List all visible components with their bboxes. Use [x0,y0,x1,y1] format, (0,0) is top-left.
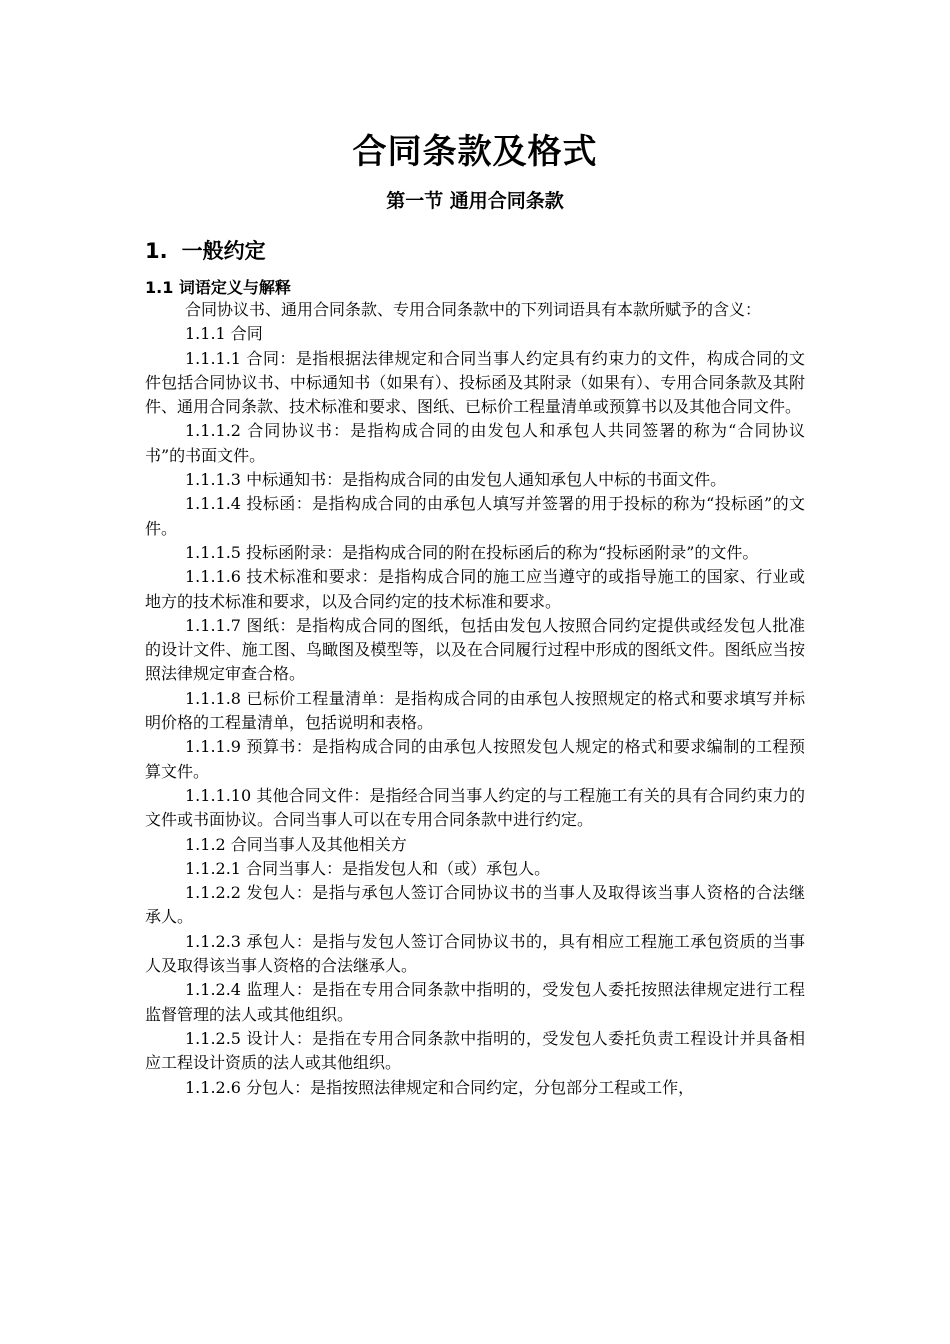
paragraph: 1.1.2.4 监理人：是指在专用合同条款中指明的，受发包人委托按照法律规定进行工程监督管理的法人或其他组织。 [145,980,805,1024]
paragraph: 1.1.2.5 设计人：是指在专用合同条款中指明的，受发包人委托负责工程设计并具备相应工程设计资质的法人或其他组织。 [145,1028,805,1073]
paragraph: 1.1.2.6 分包人：是指按照法律规定和合同约定，分包部分工程或工作， [185,1077,695,1097]
paragraph: 1.1.1.2 合同协议书：是指构成合同的由发包人和承包人共同签署的称为“合同协议书”的书面文件。 [145,421,805,465]
chapter-title: 一般约定 [181,239,266,263]
paragraph: 1.1.1.8 已标价工程量清单：是指构成合同的由承包人按照规定的格式和要求填写并标明价格的工程量清单，包括说明和表格。 [145,688,805,733]
paragraph: 合同协议书、通用合同条款、专用合同条款中的下列词语具有本款所赋予的含义： [185,300,762,319]
clause-heading: 1.1 词语定义与解释 [145,278,291,297]
paragraph: 1.1.1.5 投标函附录：是指构成合同的附在投标函后的称为“投标函附录”的文件。 [185,542,759,562]
document-title: 合同条款及格式 [352,132,598,172]
paragraph: 1.1.1 合同 [185,324,263,344]
paragraph: 1.1.1.10 其他合同文件：是指经合同当事人约定的与工程施工有关的具有合同约束力的文件或书面协议。合同当事人可以在专用合同条款中进行约定。 [145,785,805,830]
paragraph: 1.1.1.7 图纸：是指构成合同的图纸，包括由发包人按照合同约定提供或经发包人批准的设计文件、施工图、鸟瞰图及模型等，以及在合同履行过程中形成的图纸文件。图纸应当按照法律规定审查合格。 [145,615,805,684]
paragraph: 1.1.1.3 中标通知书：是指构成合同的由发包人通知承包人中标的书面文件。 [185,470,727,490]
clause-body [145,298,805,1100]
chapter-heading [145,236,266,266]
paragraph: 1.1.1.6 技术标准和要求：是指构成合同的施工应当遵守的或指导施工的国家、行业或地方的技术标准和要求，以及合同约定的技术标准和要求。 [145,567,805,611]
paragraph: 1.1.2.1 合同当事人：是指发包人和（或）承包人。 [185,858,551,878]
paragraph: 1.1.2.3 承包人：是指与发包人签订合同协议书的，具有相应工程施工承包资质的当事人及取得该当事人资格的合法继承人。 [145,931,805,976]
paragraph: 1.1.2 合同当事人及其他相关方 [185,834,407,854]
chapter-number: 1. [145,239,168,263]
paragraph: 1.1.1.9 预算书：是指构成合同的由承包人按照发包人规定的格式和要求编制的工程预算文件。 [145,737,805,781]
paragraph: 1.1.1.1 合同：是指根据法律规定和合同当事人约定具有约束力的文件，构成合同的文件包括合同协议书、中标通知书（如果有）、投标函及其附录（如果有）、专用合同条款及其附件、通用合同条款、技术标准和要求、图纸、已标价工程量清单或预算书以及其他合同文件。 [145,348,805,417]
paragraph: 1.1.2.2 发包人：是指与承包人签订合同协议书的当事人及取得该当事人资格的合法继承人。 [145,883,805,927]
paragraph: 1.1.1.4 投标函：是指构成合同的由承包人填写并签署的用于投标的称为“投标函”的文件。 [145,494,805,538]
section-title: 第一节 通用合同条款 [386,190,564,212]
